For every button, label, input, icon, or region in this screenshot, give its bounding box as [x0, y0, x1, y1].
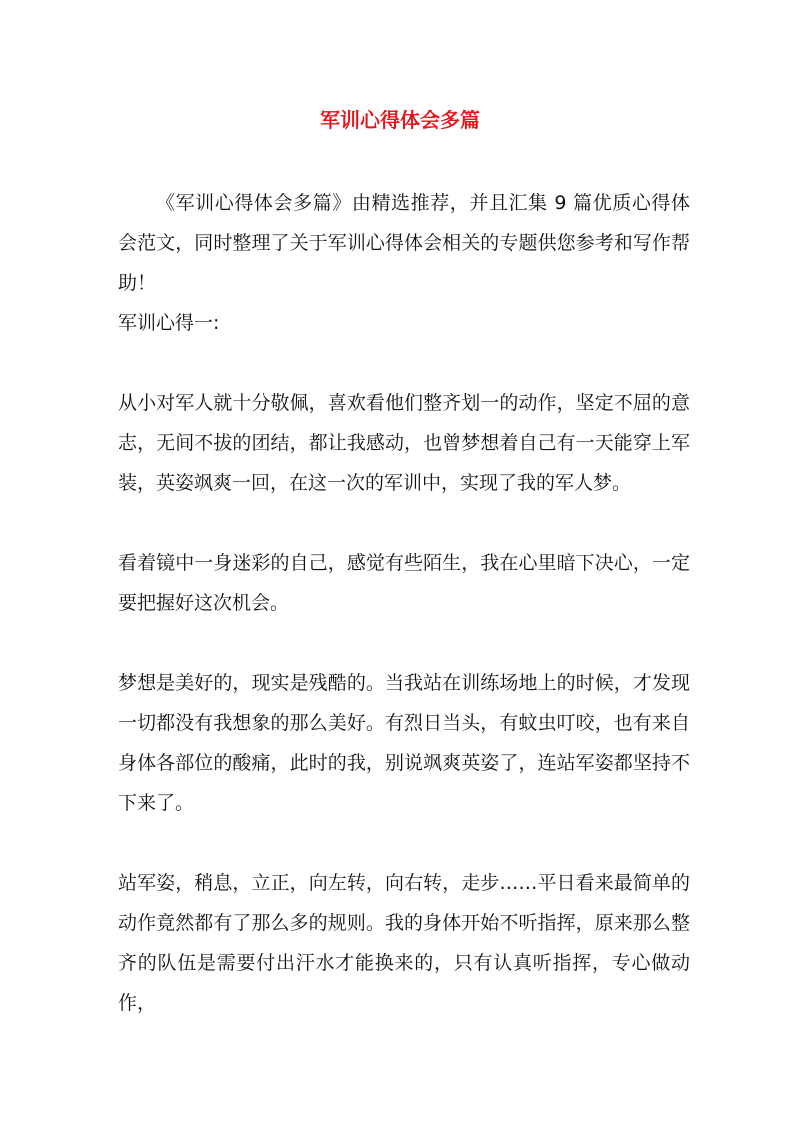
document-body — [118, 183, 690, 1023]
paragraph-spacer — [118, 623, 690, 663]
paragraph-spacer — [118, 343, 690, 383]
section-heading: 军训心得一: — [118, 312, 220, 334]
paragraph-spacer — [118, 823, 690, 863]
paragraph-spacer — [118, 503, 690, 543]
intro-paragraph: 《军训心得体会多篇》由精选推荐，并且汇集 9 篇优质心得体会范文，同时整理了关于军训心得体会相关的专题供您参考和写作帮助！ — [118, 192, 690, 294]
document-title: 军训心得体会多篇 — [320, 108, 480, 132]
body-paragraph: 看着镜中一身迷彩的自己，感觉有些陌生，我在心里暗下决心，一定要把握好这次机会。 — [118, 552, 690, 614]
body-paragraph: 站军姿，稍息，立正，向左转，向右转，走步……平日看来最简单的动作竟然都有了那么多的规则。我的身体开始不听指挥，原来那么整齐的队伍是需要付出汗水才能换来的，只有认真听指挥，专心做动作， — [118, 872, 690, 1014]
body-paragraph: 从小对军人就十分敬佩，喜欢看他们整齐划一的动作，坚定不屈的意志，无间不拔的团结，都让我感动，也曾梦想着自己有一天能穿上军装，英姿飒爽一回，在这一次的军训中，实现了我的军人梦。 — [118, 392, 690, 494]
body-paragraph: 梦想是美好的，现实是残酷的。当我站在训练场地上的时候，才发现一切都没有我想象的那么美好。有烈日当头，有蚊虫叮咬，也有来自身体各部位的酸痛，此时的我，别说飒爽英姿了，连站军姿都坚持不下来了。 — [118, 672, 690, 814]
